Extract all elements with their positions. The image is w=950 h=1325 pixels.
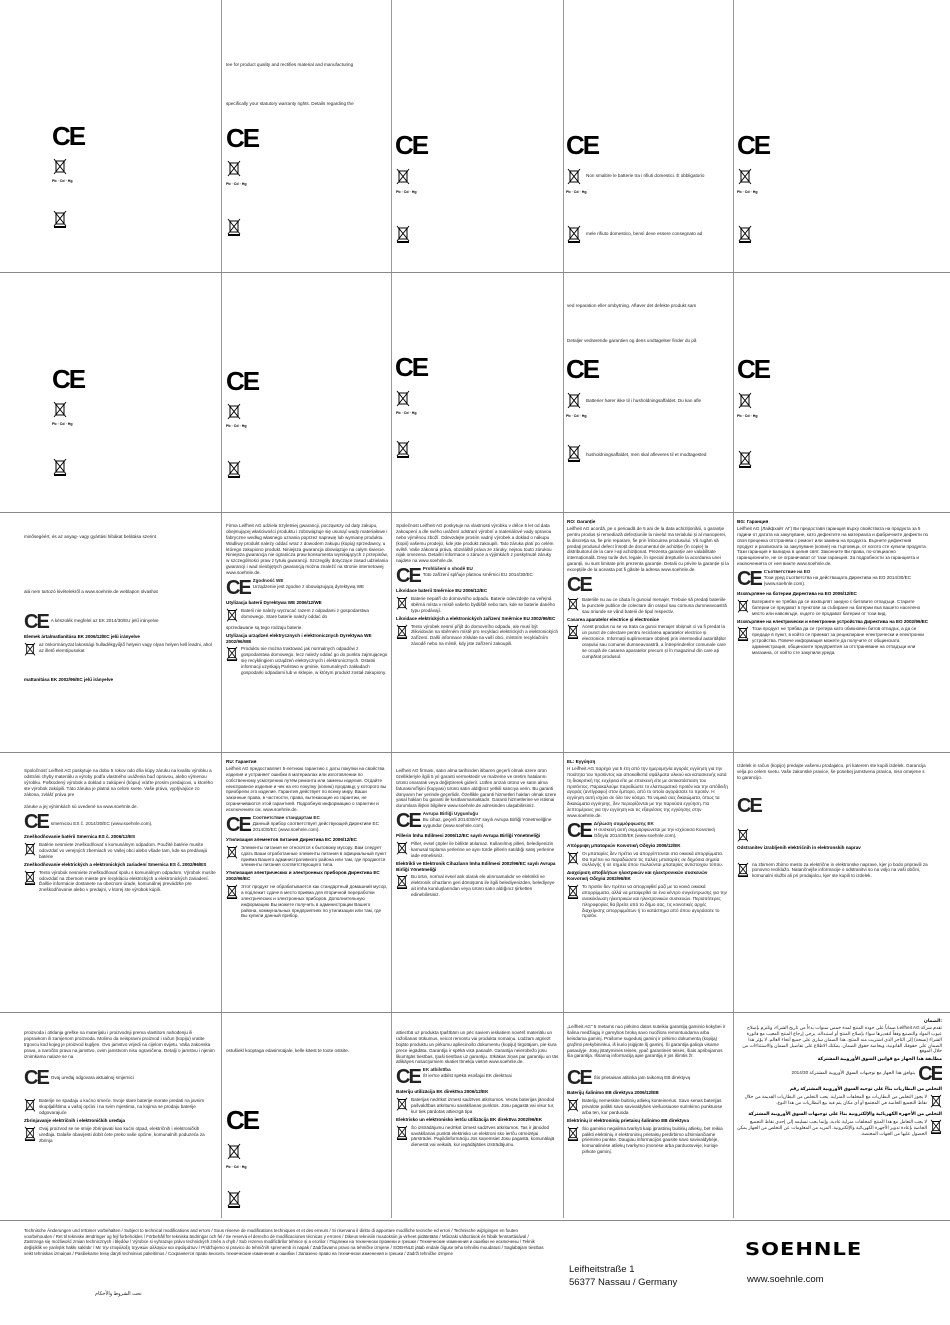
row-divider [0,512,950,513]
crossed-bin-icon [738,450,752,473]
section-heading: مطابقة هذا الجهاز مع قوانين السوق الأوروبية المشتركة [817,1056,942,1062]
bin-text: لا يجب التعامل مع هذا المنتج كمخلفات منزلية عادية، وإنما يجب تسليمه إلى إحدى نقاط التجميع الخاصة بإعادة تدوير الأجهزة الكهربائية والإلكترونية. المزيد من المعلومات عن التخلص من الجهاز يمكن الحصول عليها من الجهات المختصة. [737,1118,927,1136]
ce-mark: CE [737,794,761,817]
bin-row [396,624,559,648]
section-heading: Утилизация электрических и электронных приборов Директива ЕС 2002/96/ЕС [226,870,380,882]
section-heading: Likvidace baterií Směrnice EU 2006/12/EC [396,588,488,594]
section-heading: Zneškodňovanie elektrických a elektronických zariadení Smernica ES č. 2002/96/ES [24,861,207,867]
paragraph: Firma Leifheit AG udziela trzyletniej gwarancji, począwszy od daty zakupu, obejmującej właściwości produktu i zobowiązuje się usunąć wady materiałowe i fabryczne według własnego uznania poprzez naprawę lub wymianę produktu. Wadliwy produkt należy oddać wraz z dowodem zakupu (kopią) sprzedawcy, u którego zakupiono produkt. Niniejsza gwarancja obowiązuje na całym świecie. Niniejsza gwarancja nie ogranicza praw konsumenta wynikających z przepisów, w szczególności praw z tytułu gwarancji. Szczegóły dotyczące zasad udzielania gwarancji i wad nieobjętych gwarancją można znaleźć na stronie internetowej www.soehnle.de. [226,523,388,575]
ce-heading: Zgodność WE [252,577,284,583]
section-heading: Elektrikli ve Elektronik Cihazların İmha Edilmesi 2002/96/EC sayılı Avrupa Birliği Yönetmeliği [396,860,556,872]
section-heading: RO: Garanție [567,519,596,524]
column-divider [733,0,734,1218]
bin-row [567,884,729,919]
ce-mark: CE [567,1067,591,1090]
address-street: Leifheitstraße 1 [569,1264,635,1275]
bin-text: Baterijas nedrīkst izmest sadzīves atkritumos. Vecās baterijas jānodod pašvaldības atkritumu savākšanas punktos. Jūsu pagastā vai visur tur, kur tiek pārdotas attiecīgā tipa [411,1097,555,1114]
section-cz [396,523,559,749]
section-heading: Utylizacja baterii Dyrektywa WE 2006/12/WE [226,599,322,605]
section-heading: EL: Εγγύηση [567,759,596,764]
section-heading: Casarea aparatelor electrice și electronice [567,616,659,622]
ce-text: A készülék megfelel az EK 2014/30/EU jelű irányelve [50,617,159,623]
bin-row [24,1126,216,1144]
paragraph: تقدم شركة Leifheit AG ضماناً على جودة المنتج لمدة خمس سنوات بدءاً من تاريخ الشراء، وتلتزم بإصلاح عيوب المواد والتصنيع وفقاً لتقديرها سواء بإصلاح المنتج أو استبداله. يرجى إرجاع المنتج المعيب مع فاتورة الشراء (نسخة) إلى التاجر الذي اشتريت منه المنتج. هذا الضمان ساري على جميع أنحاء العالم. لا يؤثر هذا الضمان على حقوقك القانونية، وبخاصة حقوق الضمان. يمكنك الاطلاع على تفاصيل الضمان والاستثناءات من خلال الموقع [742,1024,942,1054]
ce-text [423,566,533,578]
crossed-bin-icon [737,862,749,877]
bin-text: Bateriile nu au ce căuta în gunoiul menajer. Trebuie să predați bateriile la punctele publice de colectare din orașul sau comuna dumneavoastră sau oriunde se vând baterii de tipul respectiv. [582,596,727,614]
pbcdhg-label: Pb · Cd · Hg [566,190,587,194]
crossed-bin-icon [737,626,749,641]
bin-row [737,1119,942,1137]
bin-row [567,1126,729,1155]
crossed-bin-icon [396,624,408,639]
section-heading: Изхвърляне на електрически и електронни устройства Директива на ЕО 2002/96/EC [737,618,929,624]
bin-row [567,624,729,659]
pbcdhg-label: Pb · Cd · Hg [226,1165,247,1169]
section-heading: mattanítása EK 2002/96/EC jelű irányelve [24,676,114,682]
bin-text: Batérie nesmiete zneškodňovať s komunálnym odpadom. Použité batérie musíte odovzdať vo verejných zberniach vo Vašej obci alebo všade tam, kde sa predávajú batérie [39,842,208,859]
ce-text-body: Toto zařízení splňuje platnou směrnici EU 2014/30/EC [422,572,533,577]
section-heading: Elektrisko un elektronisko ierīču utilizācija EK direktīva 2002/96/EK [396,1116,543,1122]
pbcdhg-label: Pb · Cd · Hg [737,414,758,418]
pbcdhg-label: Pb · Cd · Hg [737,190,758,194]
bin-row [396,1125,559,1149]
text-snippet: mele rifiuto domestico, bensì deve essere consegnato ad [586,231,703,236]
ce-mark: CE [24,811,48,834]
ce-mark: CE [226,813,250,836]
bin-text: لا يجوز التخلص من البطاريات مع المخلفات المنزلية. يجب التخلص من البطاريات القديمة من خلال نقاط التجميع الخاصة في المجتمع أو أي مكان يتم فيه بيع البطاريات من هذا النوع. [744,1094,927,1105]
ce-mark: CE [24,1067,48,1090]
column-divider [221,0,222,1218]
ce-text-body: Данный прибор соответствует действующей Директиве ЕС 2014/30/EC (www.soehnle.com). [252,820,379,832]
disclaimer-arabic: تحت الشروط والأحكام [95,1291,142,1297]
text-snippet: Batterier hører ikke til i husholdningsaffaldet. Du kan afle [586,398,702,403]
ce-text [764,569,929,587]
ce-text: Ovaj uređaj odgovara aktualnoj smjernici [50,1075,134,1081]
ce-text-body: Bu cihaz, geçerli 2014/30/AT sayılı Avrupa Birliği Yönetmeliğine uygundur (www.soehnle.com). [422,817,552,828]
section-heading: Διαχείριση αποβλήτων ηλεκτρικών και ηλεκτρονικών συσκευών Κοινοτική Οδηγία 2002/96/ΕΚ [567,870,708,882]
website-link[interactable]: www.soehnle.com [747,1274,824,1285]
ce-mark: CE [52,364,85,394]
bin-row [396,1097,559,1115]
ce-text-body: Този уред съответства на действащата Директива на ЕО 2014/30/EC (www.soehnle.com). [763,574,912,586]
section-tr [396,768,559,1009]
ce-mark: CE [918,1063,942,1086]
bin-row [567,1098,729,1116]
bin-text: Šo izstrādājumu nedrīkst izmest sadzīves atkritumos. Tas ir jānodod savākšanas punktā elektrisko un elektroni sko ierīču otrreizējai pārstrādei. Papildinformāciju Jūs saņemsiet Jūsu pagastā, komunālajā dienestā vai veikalā, kur iegādājāties izstrādājumu. [411,1124,555,1148]
crossed-bin-icon [396,225,410,248]
crossed-bin-icon [226,845,238,860]
ce-row [737,569,929,589]
crossed-bin-icon [737,828,749,843]
paragraph: ostušiekl kooptaga edasimüüjale, kelle käest te toote ostsite. [226,1048,350,1053]
crossed-bin-icon [227,218,241,241]
section-pl [226,523,388,749]
pbcdhg-label: Pb · Cd · Hg [566,414,587,418]
crossed-bin-icon [24,1126,36,1141]
crossed-bin-icon [567,444,581,467]
section-heading: BG: Гаранция [737,519,769,524]
crossed-bin-icon [567,392,581,415]
row-divider [0,1012,950,1013]
crossed-bin-icon [396,874,408,889]
paragraph: Leifheit AG предоставляет 5-летнюю гарантию с даты покупки на свойства изделия и устраняет ошибки в материалах или изготовлении по собственному усмотрению путём ремонта или замены изделия. Отдайте неисправное изделие и чек на его покупку (копию) продавцу, у которого вы приобрели это изделие. Гарантия действует по всему миру. Ваши законные права, в частности, права, вытекающие из гарантии, не ограничиваются этой гарантией. Подробную информацию о гарантии и исключениях см. www.soehnle.de. [226,765,387,812]
bin-row [737,626,929,655]
crossed-bin-icon [737,599,749,614]
bin-text: Οι μπαταρίες δεν πρέπει να απορρίπτονται στα οικιακά απορρίμματα. Θα πρέπει να παραδώσετε τις παλιές μπαταρίες σε δημόσια σημεία συλλογής ή σε σημεία όπου πωλούνται μπαταρίες αντίστοιχου τύπου. [582,850,724,868]
row-divider [0,752,950,753]
crossed-bin-icon [396,841,408,856]
bin-text: Baterijų nemeskite buitinių atliekų konteinerius. Savo senas baterijas privalote palikti savo savivaldybės viešuosiuose surinkimo punktuose arba ten, kur parduoda [582,1098,723,1115]
crossed-bin-icon [227,403,241,426]
bin-row [567,851,729,869]
ce-row [737,1064,942,1084]
crossed-bin-icon [227,1143,241,1166]
crossed-bin-icon [567,597,579,612]
ce-text [594,821,729,839]
paragraph: proizvoda i otklanja greške na materijalu i proizvodnji prema vlastitom nahođenju ili popravkom ili zamjenom proizvoda. Molimo da neispravni proizvod i račun (kopiju) vratite trgovcu kod kojeg je proizvod kupljen. Ovo jamstvo vrijedi na cijelom svijetu. Vaša zakonska prava, a naročito prava na jamstvo, ovim jamstvom nisu ograničena. Detalji o jamstvu i njenim iznimkama nalaze se na [24,1030,215,1059]
bin-row [737,828,929,843]
ce-text [423,1067,512,1079]
bin-row [226,884,388,919]
section-sk [24,768,216,1008]
ce-row [24,812,216,832]
crossed-bin-icon [930,1094,942,1109]
ce-row [737,796,929,816]
section-heading: Baterijų šalinimo EB direktyva 2006/12/EB [567,1090,659,1096]
ce-mark: CE [395,130,428,160]
pbcdhg-label: Pb · Cd · Hg [52,179,73,183]
ce-mark: CE [226,123,259,153]
crossed-bin-icon [396,168,410,191]
section-hr [24,1030,216,1216]
crossed-bin-icon [24,642,36,657]
bin-text: Το προϊόν δεν πρέπει να απορριφθεί μαζί με τα κοινά οικιακά απορρίμματα, αλλά να μεταφερθεί σε ένα κέντρο συγκέντρωσης για την ανακύκλωση ηλεκτρικών και ηλεκτρονικών συσκευών. Περισσότερες πληροφορίες θα βρείτε από το δήμο σας, τις κοινοτικές αρχές διαχείρισης απορριμμάτων ή το κατάστημα από όπου αγοράσατε το προϊόν. [582,884,727,919]
section-ro [567,517,729,749]
column-divider [391,0,392,1218]
section-heading: RU: Гарантия [226,759,257,764]
section-heading: Απόρριψη μπαταριών Κοινοτική Οδηγία 2006/12/ΕΚ [567,842,681,848]
ce-text: Šis prietaisas atitinka jam taikomą EB direktyvą [593,1075,691,1081]
bin-text: Батериите не трябва да се изхвърлят заедно с битовите отпадъци. Старите батерии се предават в пунктове за събиране на батерии във вашето населено място или навсякъде, където се продават батерии от този вид. [752,598,921,616]
bin-row [396,841,559,859]
crossed-bin-icon [396,1125,408,1140]
paragraph: Leifheit AG acordă, pe o perioadă de 5 ani de la data achiziționării, o garanție pentru produs și remediază defecțiunile la nivelul ma terialului și al manoperei, la discreția sa, fie prin reparare, fie prin înlocuirea produsului. Vă rugăm să predați produsul defect însoțit de documentul de achiziție (în copie) la distribuitorul de la care l-ați achiziționat. Prezenta garanție are valabilitate internațională. Drep turile dvs. legale, în special drepturile la acordarea unei garanții, nu sunt limitate prin prezenta garanție. Detalii cu privire la garanție și la excepțiile de la aceasta pot fi găsite la adresa www.soehnle.de. [567,525,729,572]
crossed-bin-icon [567,851,579,866]
paragraph: záruke a jej výnimkách sú uvedené na www.soehnle.de. [24,804,138,810]
ce-heading: Δήλωση συμμόρφωσης ΕΚ [593,820,654,826]
crossed-bin-icon [227,460,241,483]
crossed-bin-icon [567,1098,579,1113]
paragraph: sprzedawane są tego rodzaju baterie. [226,624,303,630]
bin-row [226,608,388,623]
ce-row [567,821,729,841]
paragraph: Spoločnosť Leifheit AG poskytuje na dobu 5 rokov odo dňa kúpy záruku na kvalitu výrobku a odstráni chyby materiálu a výroby podľa vlastného uváženia buď opravou, alebo výmenou výrobku. Poškodený výrobok a doklad o zakúpení (kópiu) vráťte prosím predajcovi, u ktorého ste výrobok zakúpili. Táto záruka je platná na celom svete. Vaše práva, vyplývajúce zo zákona, zvlášť práva pre [24,768,213,797]
ce-heading: Соответствие стандартам ЕС [252,814,320,820]
ce-text-body: Šī ierīce atbilst spēkā esošajai EK direktīvai [422,1073,512,1079]
crossed-bin-icon [53,158,67,181]
crossed-bin-icon [567,225,581,248]
ce-text [253,815,388,833]
bin-text: Tento výrobek nesmí přijít do domovního odpadu, ale musí být zlikvidován na sběrném místě pro recyklaci elektrických a elektronických zařízení. Další informace získáte na vaší obci, místním recyklačním závodě nebo na místě, kdy jste zařízení zakoupili. [411,623,559,647]
section-ru [226,757,388,1009]
section-heading: Utylizacja urządzeń elektrycznych i elektronicznych Dyrektywa WE 2002/96/WE [226,632,372,644]
column-divider [563,0,564,1218]
bin-text: Baterije ne spadaju u kućno smeće. Svoje stare baterije morate predati na javnim skupljalištima u vašoj općini i na svim mjestima, na kojima se prodaju baterije odgovarajuće [39,1098,205,1116]
row-divider [0,1220,950,1221]
section-lv [396,1030,559,1218]
crossed-bin-icon [567,168,581,191]
section-heading: التخلص من البطاريات بناءً على توجيه السوق الأوروبية المشتركة رقم [789,1086,942,1092]
section-lt [567,1024,729,1218]
bin-row [737,599,929,617]
crossed-bin-icon [53,458,67,481]
ce-row [396,566,559,586]
ce-heading: Prohlášení o shodě EU [422,566,473,572]
ce-text [423,811,559,829]
ce-mark: CE [395,352,428,382]
row-divider [0,272,950,273]
crossed-bin-icon [226,884,238,899]
ce-row [396,1067,559,1087]
ce-heading: Avrupa Birliği Uygunluğu [422,811,479,817]
bin-text: Šio gaminio negalima tvarkyti kaip įprastinių buitinių atliekų, bet reikia palikti elektrinių ir elektroninių prietaisų perdirbimo užsimiančiame priėmimo punkte. Daugiau informacijos gausite savo savivaldybėje, komunalinėse atliekų tvarkymo įmonėse arba parduotuvėje, kurioje pirkote gaminį. [582,1125,723,1155]
paragraph: Společnost Leifheit AG poskytuje na vlastnosti výrobku v délce 5 let od data zakoupení a dle svého uvážení odstraní výrobní a materiálové vady opravou nebo výměnou zboží. Odevzdejte prosím vadný výrobek a doklad o nákupu (kopii) vašemu prodejci, kde jste produkt zakoupili. Tato záruka platí po celém světě. Vaše zákonná práva, obzvláště práva ze záruky, nejsou touto zárukou nijak omezena. Detailní informace o záruce a výjimkách z poskytnuté záruky najdete na www.soehnle.de. [396,523,554,564]
section-hu [24,534,216,749]
section-heading: Likvidace elektrických a elektronických zařízení Směrnice EU 2002/96/EC [396,615,556,621]
ce-row [567,1068,729,1088]
pbcdhg-label: Pb · Cd · Hg [226,424,247,428]
bin-text: Baterii nie należy wyrzucać razem z odpadami z gospodarstwa domowego. Stare baterie należy oddać do [241,607,369,619]
section-sl [737,763,929,1009]
crossed-bin-icon [227,160,241,183]
paragraph: attiecībā uz produkta īpašībām un pēc saviem ieskatiem novērš materiālu un ražošanas trūkumus, veicot remontu vai produkta nomaiņu. Lūdzam atgriezt bojāto produktu un pirkumu apliecinošo dokumentu (kopiju) tirgotājam, pie kura prece iegādāta. Garantija ir spēkā visā pasaulē. Garantija neierobežo jūsu likumīgās tiesības, īpaši tiesības uz garantiju. Sīkākas ziņas par garantiju un tās atlikāyes nosacījumiem skatiet tīmekļa vietnē www.soehnle.de. [396,1030,559,1065]
bin-row [737,1094,942,1109]
ce-mark: CE [737,130,770,160]
ce-row [226,578,388,598]
crossed-bin-icon [567,624,579,639]
ce-mark: CE [567,573,591,596]
crossed-bin-icon [53,401,67,424]
text-snippet: specifically your statutory warranty rights. Details regarding the [226,101,354,106]
address-city: 56377 Nassau / Germany [569,1277,678,1289]
bin-row [24,870,216,894]
text-snippet: ved reparation eller ombytning. Afløver det defekte produkt sam [567,303,697,308]
section-heading: Pillerin İmha Edilmesi 2006/12/EC sayılı Avrupa Birliği Yönetmeliği [396,833,541,839]
ce-mark: CE [24,610,48,633]
bin-text: Tento výrobok nesmiete zneškodňovať spolu s komunálnym odpadom. Výrobok musíte odovzdať na zbernom mieste pre recykláciu elektrických a elektronických zariadení. Ďalšie informácie dostanete na obecnom úrade, komunálnej prevádzke pre zneškodňovanie alebo v predajni, v ktorej ste výrobok kúpili. [39,869,216,893]
section-heading: التخلص من الأجهزة الكهربائية والإلكترونية بناءً على توجيهات السوق الأوروبية المشتركة [748,1111,942,1116]
pbcdhg-label: Pb · Cd · Hg [396,411,417,415]
section-heading: Elemek ártalmatlanítása EK 2006/12/EC jelű irányelve [24,633,140,639]
bin-row [24,1098,216,1116]
section-heading: :الضمان [923,1018,942,1023]
company-address [569,1263,677,1290]
paragraph: Η Leifheit AG παρέχει για 5 έτη από την ημερομηνία αγοράς εγγύηση για την ποιότητα του προϊόντος και αποκαθιστά σφάλματα υλικού και κατασκευής κατά τη διακριτική της ευχέρεια είτε με επισκευή είτε με αντικατάσταση του προϊόντος. Παρακαλούμε παραδώστε το ελαττωματικό προϊόν και την απόδειξη αγοράς (αντίγραφο) στον έμπορο, από το οποίο αγοράσατε το προϊόν. Η εγγύηση αυτή ισχύει σε όλο τον κόσμο. Τα νομικά σας δικαιώματα, όπως τα δικαιώματα εγγύησης, δεν περιορίζονται με την παρούσα εγγύηση. Για λεπτομέρειες για την εγγύηση και τις εξαιρέσεις της εγγύησης στην www.soehnle.de. [567,765,728,818]
crossed-bin-icon [738,168,752,191]
crossed-bin-icon [24,870,36,885]
ce-mark: CE [52,121,85,151]
ce-mark: CE [566,130,599,160]
bin-text: Bu ürün, normal evsel atık olarak ele alınmamalıdır ve elektrikli ve elektronik cihazların geri dönüşümü ile ilgili belediyenizden, belediyeye ait imha kuruluşlarından veya ürünü satın aldığınız şirketten edinebilirsiniz. [411,874,555,897]
crossed-bin-icon [738,225,752,248]
crossed-bin-icon [24,842,36,857]
text-snippet: tee for product quality and rectifies material and manufacturing [226,62,354,67]
ce-mark: CE [396,1066,420,1089]
crossed-bin-icon [396,440,410,463]
crossed-bin-icon [396,1097,408,1112]
section-heading: Elektrinių ir elektroninių prietaisų šalinimo EB direktyva [567,1117,690,1123]
bin-row [226,646,388,675]
pbcdhg-label: Pb · Cd · Hg [52,422,73,426]
ce-mark: CE [396,810,420,833]
section-ar [737,1016,942,1218]
bin-row [567,597,729,615]
ce-row [24,612,216,632]
ce-mark: CE [737,568,761,590]
ce-mark: CE [396,565,420,588]
ce-mark: CE [226,576,250,599]
section-heading: Zbrinjavanje električnih i elektroničkih uređaja [24,1118,126,1123]
text-snippet: husholdningsaffaldet, men skal afleveres til et modtagested [586,452,707,457]
ce-row [226,815,388,835]
bin-text: az önkormányzat lakossági hulladékgyűjtő helyein vagy olyan helyen kell leadni, ahol az illető elemtípusokat [39,641,212,653]
pbcdhg-label: Pb · Cd · Hg [226,182,247,186]
ce-row [396,811,559,831]
ce-heading: EK atbilstība [422,1067,451,1073]
section-heading: Bateriju utilizācija EK direktīva 2006/12/EK [396,1089,489,1095]
disclaimer-text: Technische Änderungen und Irrtümer vorbehalten / Subject to technical modifications and errors / Sous réserve de modifications techniques et et des erreurs / Si riservano il diritto di apportare modifiche tecniche ed errori / Technische wijzigingen en fouten voorbehouden / Ret til tekniske ændringer og fejl forbeholdes / Förbehåll för tekniska ändringar och fel / Se reserva el derecho de modificaciones técnicas y errores / Dikeus teknisiin muutoksiin ja virheet pidätetään / Műszaki változások és hibák fenntartásával / Zastrzega się możliwość zmian technicznych i błędów / Výrobce si vyhrazuje právo technických změn a chyb / Sub rezerva modificărilor tehnice și a erorilor / Подлежи на технически промени и грешки / Технические изменения и ошибки не исключены / Teknik değişiklik ve yanlışlık hakkı saklıdır / Με την επιφύλαξη τεχνικών αλλαγών και σφαλμάτων / Pridržujemo si pravico do tehničnih sprememb in napak / Zadržavamo pravo na tehničke izmjene / SOEHNLE jätab endale õiguse teha tehnilisi muudatusi / Saglabājam tiesības veikt tehniskas izmaiņas / Pasiliekame teisę daryti techninius pakeitimus / Сохраняется право вносить технические изменения и ошибки / Запазено право на технически изменения и грешки / Zadrži tehničke izmjene [24,1228,544,1256]
section-heading: Изхвърляне на батерии Директива на ЕО 2006/12/EC [737,591,857,596]
section-bg [737,517,929,749]
paragraph: minősegéért, és az anyag- vagy gyártási hibákat belátása szerint [24,534,157,539]
crossed-bin-icon [226,646,238,661]
crossed-bin-icon [930,1119,942,1134]
bin-row [24,842,216,860]
bin-row [737,862,929,880]
ce-mark: CE [226,366,259,396]
ce-text: smernicou ES č. 2014/30/EC (www.soehnle.com). [50,821,153,827]
bin-text: na zbirnem zbirno mesto za električne in elektronske naprave, kjer jo bodo pripravili za ponovno reciklažo. Natančnejše informacije o odstranitvi so na voljo na vaši občini, komunalni službi ali pri prodajalcu, kjer ste kupili to izdelek. [752,861,928,879]
ce-mark: CE [567,819,591,842]
ce-text: يتوافق هذا الجهاز مع توجيهات السوق الأوروبية المشتركة 2014/30 [791,1070,916,1076]
crossed-bin-icon [396,596,408,611]
crossed-bin-icon [226,608,238,623]
soehnle-logo: SOEHNLE [745,1238,863,1260]
ce-mark: CE [737,354,770,384]
ce-text-body: Η συσκευή αυτή συμμορφώνεται με την ισχύουσα Κοινοτική Οδηγία 2014/30/ΕΚ (www.soehnle.com). [593,826,716,838]
ce-text [253,578,364,590]
paragraph: Leifheit AG (Лайфхайт АГ) Ви предоставя гаранция върху свойствата на продукта за 5 години от датата на закупуване, като дефектите на материала и фабричните дефекти по своя преценка отстранява с ремонт или замяна на продукта. Върнете дефектния продукт и разписката за закупуване (копие) на търговеца, от когото сте купили продукта. Тази гаранция е валидна в целия свят. Законните Ви права, по-специално гаранционните, не се ограничават от тази гаранция. За подробности за гаранцията и изключенията от нея вижте www.soehnle.de. [737,525,929,567]
paragraph: Leifheit AG firması, satın alma tarihinden itibaren geçerli olmak üzere ürün özellikleriyle ilgili 5 yıl garanti vermektedir ve malzeme ve üretim hatalarını ürünü onararak veya değiştirerek giderir. Lütfen arızalı ürünü ve satın alma faturasını/fişini (kopyası) ürünü satın aldığınız yetkili satıcıya verin. Bu garanti dünyanın her yerinde geçerlidir. Özellikle garanti hizmetleri hakları olmak üzere yasal hakları bu garanti ile kısıtlanmamaktadır. Garanti hizmetlerine ve istisnai durumlara ilişkin bilgilere www.soehnle.de adresinden ulaşabilirsiniz. [396,768,557,809]
crossed-bin-icon [738,392,752,415]
section-el [567,757,729,1009]
section-heading: Odstranitev izrabljenih električnih in elektronskih naprav [737,844,861,850]
crossed-bin-icon [396,390,410,413]
text-snippet: Non smaltire le batterie tra i rifiuti domestici. È obbligatorio [586,173,705,178]
crossed-bin-icon [567,1126,579,1141]
crossed-bin-icon [53,210,67,233]
ce-heading: Съответствие на ЕО [763,569,811,574]
bin-row [24,642,216,657]
crossed-bin-icon [567,884,579,899]
bin-text: Този продукт не трябва да се третира като обикновен битов отпадък, а да се предаде в пункт, в който се приемат за рециклиране електрически и електронни устройства. Повече информация можете да получите от общинската администрация, общинските предприятия за отстраняване на отпадъци или магазина, от който сте закупили уреда. [752,626,924,655]
ce-row [24,1068,216,1088]
ce-mark: CE [226,1105,259,1135]
section-heading: Утилизация элементов питания Директива ЕС 2006/12/ЕС [226,836,357,842]
bin-row [396,874,559,898]
ce-row [567,575,729,595]
section-heading: Zneškodňovanie batérií Smernica ES č. 2006/12/ES [24,834,136,840]
bin-text: Produktu nie można traktować jak normalnych odpadów z gospodarstwa domowego, lecz należy oddać go do punktu zajmującego się recyklingiem urządzeń elektrycznych i elektronicznych. Ostatni informacji uzyskają Państwo w gminie, komunalnych zakładach gospodarki odpadami lub w sklepie, w którym produkt został zakupiony. [241,646,388,675]
bin-text: Элементы питания не относятся к бытовому мусору. Вам следует сдать Ваши отработанные элементы питания в официальный пункт приёма Вашего административного района или там, где продаются элементы питания соответствующего типа. [241,844,387,868]
crossed-bin-icon [227,1190,241,1213]
paragraph: „Leifheit AG“ 5 metams nuo pirkimo datos suteikia garantiją gaminio kokybei ir šalina medžiagų ir gamybos broką savo nuožiūra remontuodama arba keisdama gaminį. Prašome sugedusį gaminį ir pirkimo dokumentą (kopiją) grąžinti prekybininkui, iš kurio įsigijote šį gaminį. Ši garantija galioja visame pasaulyje. Jūsų įstatyminės teisės, ypač garantinės teisės, šiais apribojamos šia garantija. Išsamią informaciją apie garantiją ir jos išimtis žr. [567,1024,726,1059]
bin-text: Acest produs nu se va trata ca gunoi menajer obișnuit ci va fi predat la un punct de colectare pentru reciclarea aparatelor electrice și electronice. Informații suplimentare obțineți prin intermediul autorităților orașului sau comunei dumneavoastră, a întreprinderilor comunale care se ocupă de casarea aparatelor precum și în magazinul din care ați cumpărat produsul. [582,624,727,659]
text-snippet: Detaljer vedrørende garantien og dens undtagelser finder du på [567,338,697,343]
paragraph: alá nem tartozó kivételekről a www.soehnle.de weblapon olvashat [24,588,158,594]
pbcdhg-label: Pb · Cd · Hg [396,190,417,194]
crossed-bin-icon [24,1098,36,1113]
bin-row [226,845,388,869]
bin-row [396,596,559,614]
paragraph: Izdelek in račun (kopijo) predajte vašemu prodajalcu, pri katerem ste kupili izdelek. Garancija velja po celem svetu. Vaše zakonske pravice, še posebej jamstvena pravica, niso omejene s to garancijo. [737,763,926,780]
bin-text: Piller, evsel çöpler ile birlikte atılamaz. Kullanılmış pilleri, belediyenizin kamusal toplama yerlerine ve aynı türde pillerin satıldığı satış yerlerine iade etmelisiniz. [411,841,555,858]
bin-text: Ovaj proizvod se ne smije zbrinjavati kao kućni otpad, električnih i elektroničkih uređaja. Dalaše obavijesti dobit ćete preko vaše općine, komunalnih poduzeća za zbrinja [39,1125,205,1143]
ce-mark: CE [566,354,599,384]
bin-text: Baterie nepatří do domovního odpadu. Baterie odevzdejte na veřejná sběrná místa v místě vašeho bydliště nebo tam, kde se baterie daného typu prodávají. [411,596,556,613]
ce-text-body: Urządzenie jest zgodne z obowiązującą dyrektywą WE [252,583,365,589]
bin-text: Этот продукт не обрабатывается как стандартный домашний мусор, а подлежит сдаче в место приёма для вторичной переработки электрических и электронных приборов. Дополнительную информацию Вы можете получить в администрации Вашего района, коммунальных предприятиях по утилизации или там, где Вы купили данный прибор. [241,884,388,919]
